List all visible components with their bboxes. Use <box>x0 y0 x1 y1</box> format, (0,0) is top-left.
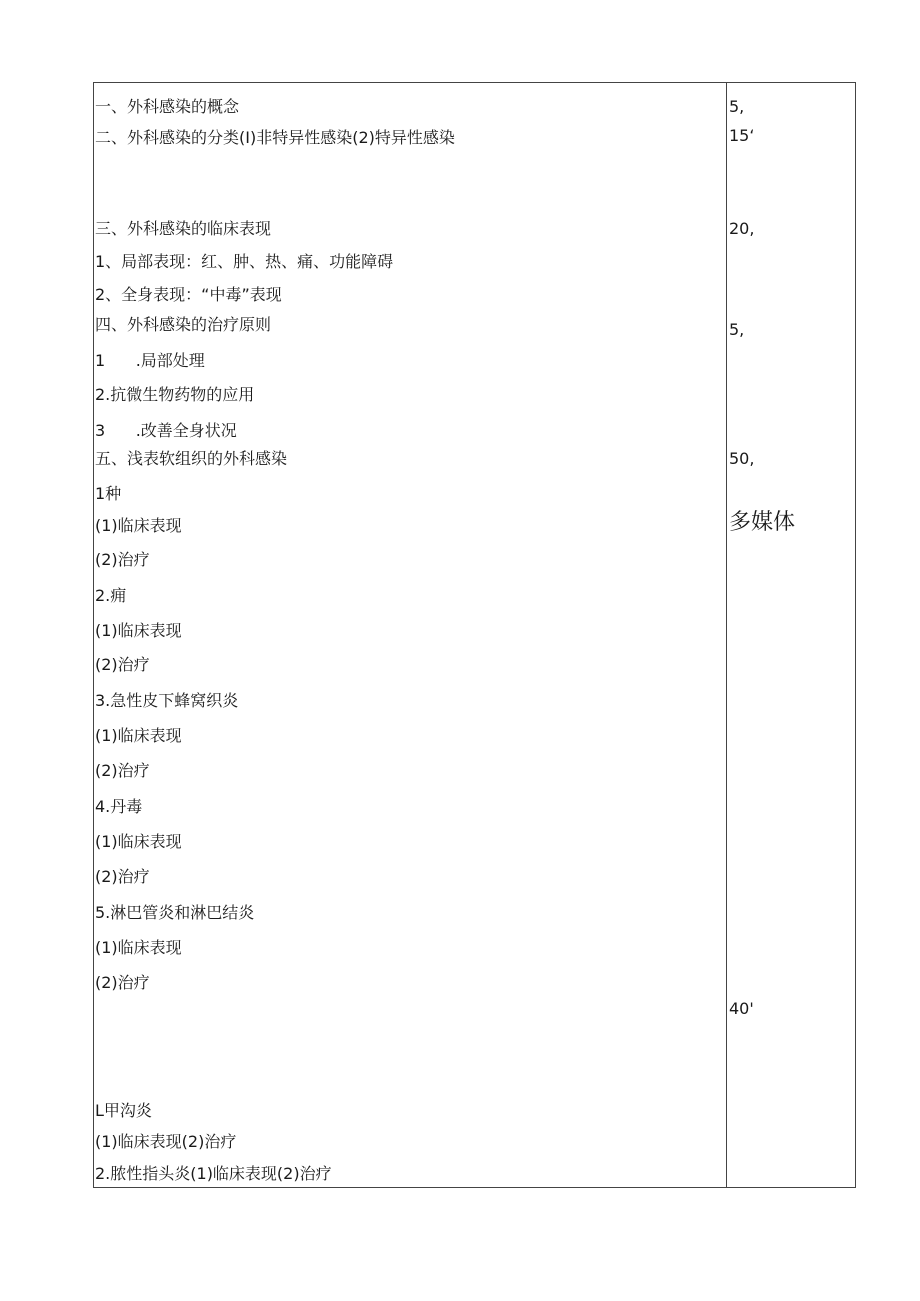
content-line: (1)临床表现 <box>95 726 182 745</box>
content-line: 四、外科感染的治疗原则 <box>95 315 272 334</box>
content-line: 五、浅表软组织的外科感染 <box>95 449 288 468</box>
content-line: 3.急性皮下蜂窝织炎 <box>95 691 239 710</box>
content-line: L甲沟炎 <box>95 1101 152 1120</box>
content-line: (1)临床表现 <box>95 621 182 640</box>
content-line: 三、外科感染的临床表现 <box>95 219 272 238</box>
content-line: (1)临床表现(2)治疗 <box>95 1132 237 1151</box>
content-line: (2)治疗 <box>95 973 150 992</box>
content-line: 2.脓性指头炎(1)临床表现(2)治疗 <box>95 1164 332 1183</box>
time-entry: 5, <box>729 97 745 116</box>
content-line: (2)治疗 <box>95 867 150 886</box>
content-line: (2)治疗 <box>95 550 150 569</box>
content-line: (1)临床表现 <box>95 516 182 535</box>
content-line: 5.淋巴管炎和淋巴结炎 <box>95 903 255 922</box>
time-entry: 40' <box>729 999 754 1018</box>
time-entry: 20, <box>729 219 755 238</box>
time-entry: 5, <box>729 320 745 339</box>
content-line: 一、外科感染的概念 <box>95 97 240 116</box>
content-line: 4.丹毒 <box>95 797 143 816</box>
content-line: 3 .改善全身状况 <box>95 421 237 440</box>
content-line: 1 .局部处理 <box>95 351 205 370</box>
content-line: (2)治疗 <box>95 761 150 780</box>
content-line: (1)临床表现 <box>95 832 182 851</box>
column-divider <box>726 82 727 1188</box>
content-line: 2.抗微生物药物的应用 <box>95 385 255 404</box>
content-line: 1种 <box>95 484 122 503</box>
teaching-method: 多媒体 <box>729 510 796 535</box>
content-line: (2)治疗 <box>95 655 150 674</box>
time-entry: 50, <box>729 449 755 468</box>
lesson-table <box>93 82 856 1188</box>
time-entry: 15‘ <box>729 126 755 145</box>
content-line: 2.痈 <box>95 586 127 605</box>
content-line: (1)临床表现 <box>95 938 182 957</box>
content-line: 1、局部表现：红、肿、热、痛、功能障碍 <box>95 252 394 271</box>
content-line: 2、全身表现：“中毒”表现 <box>95 285 282 304</box>
content-line: 二、外科感染的分类(I)非特异性感染(2)特异性感染 <box>95 128 455 147</box>
